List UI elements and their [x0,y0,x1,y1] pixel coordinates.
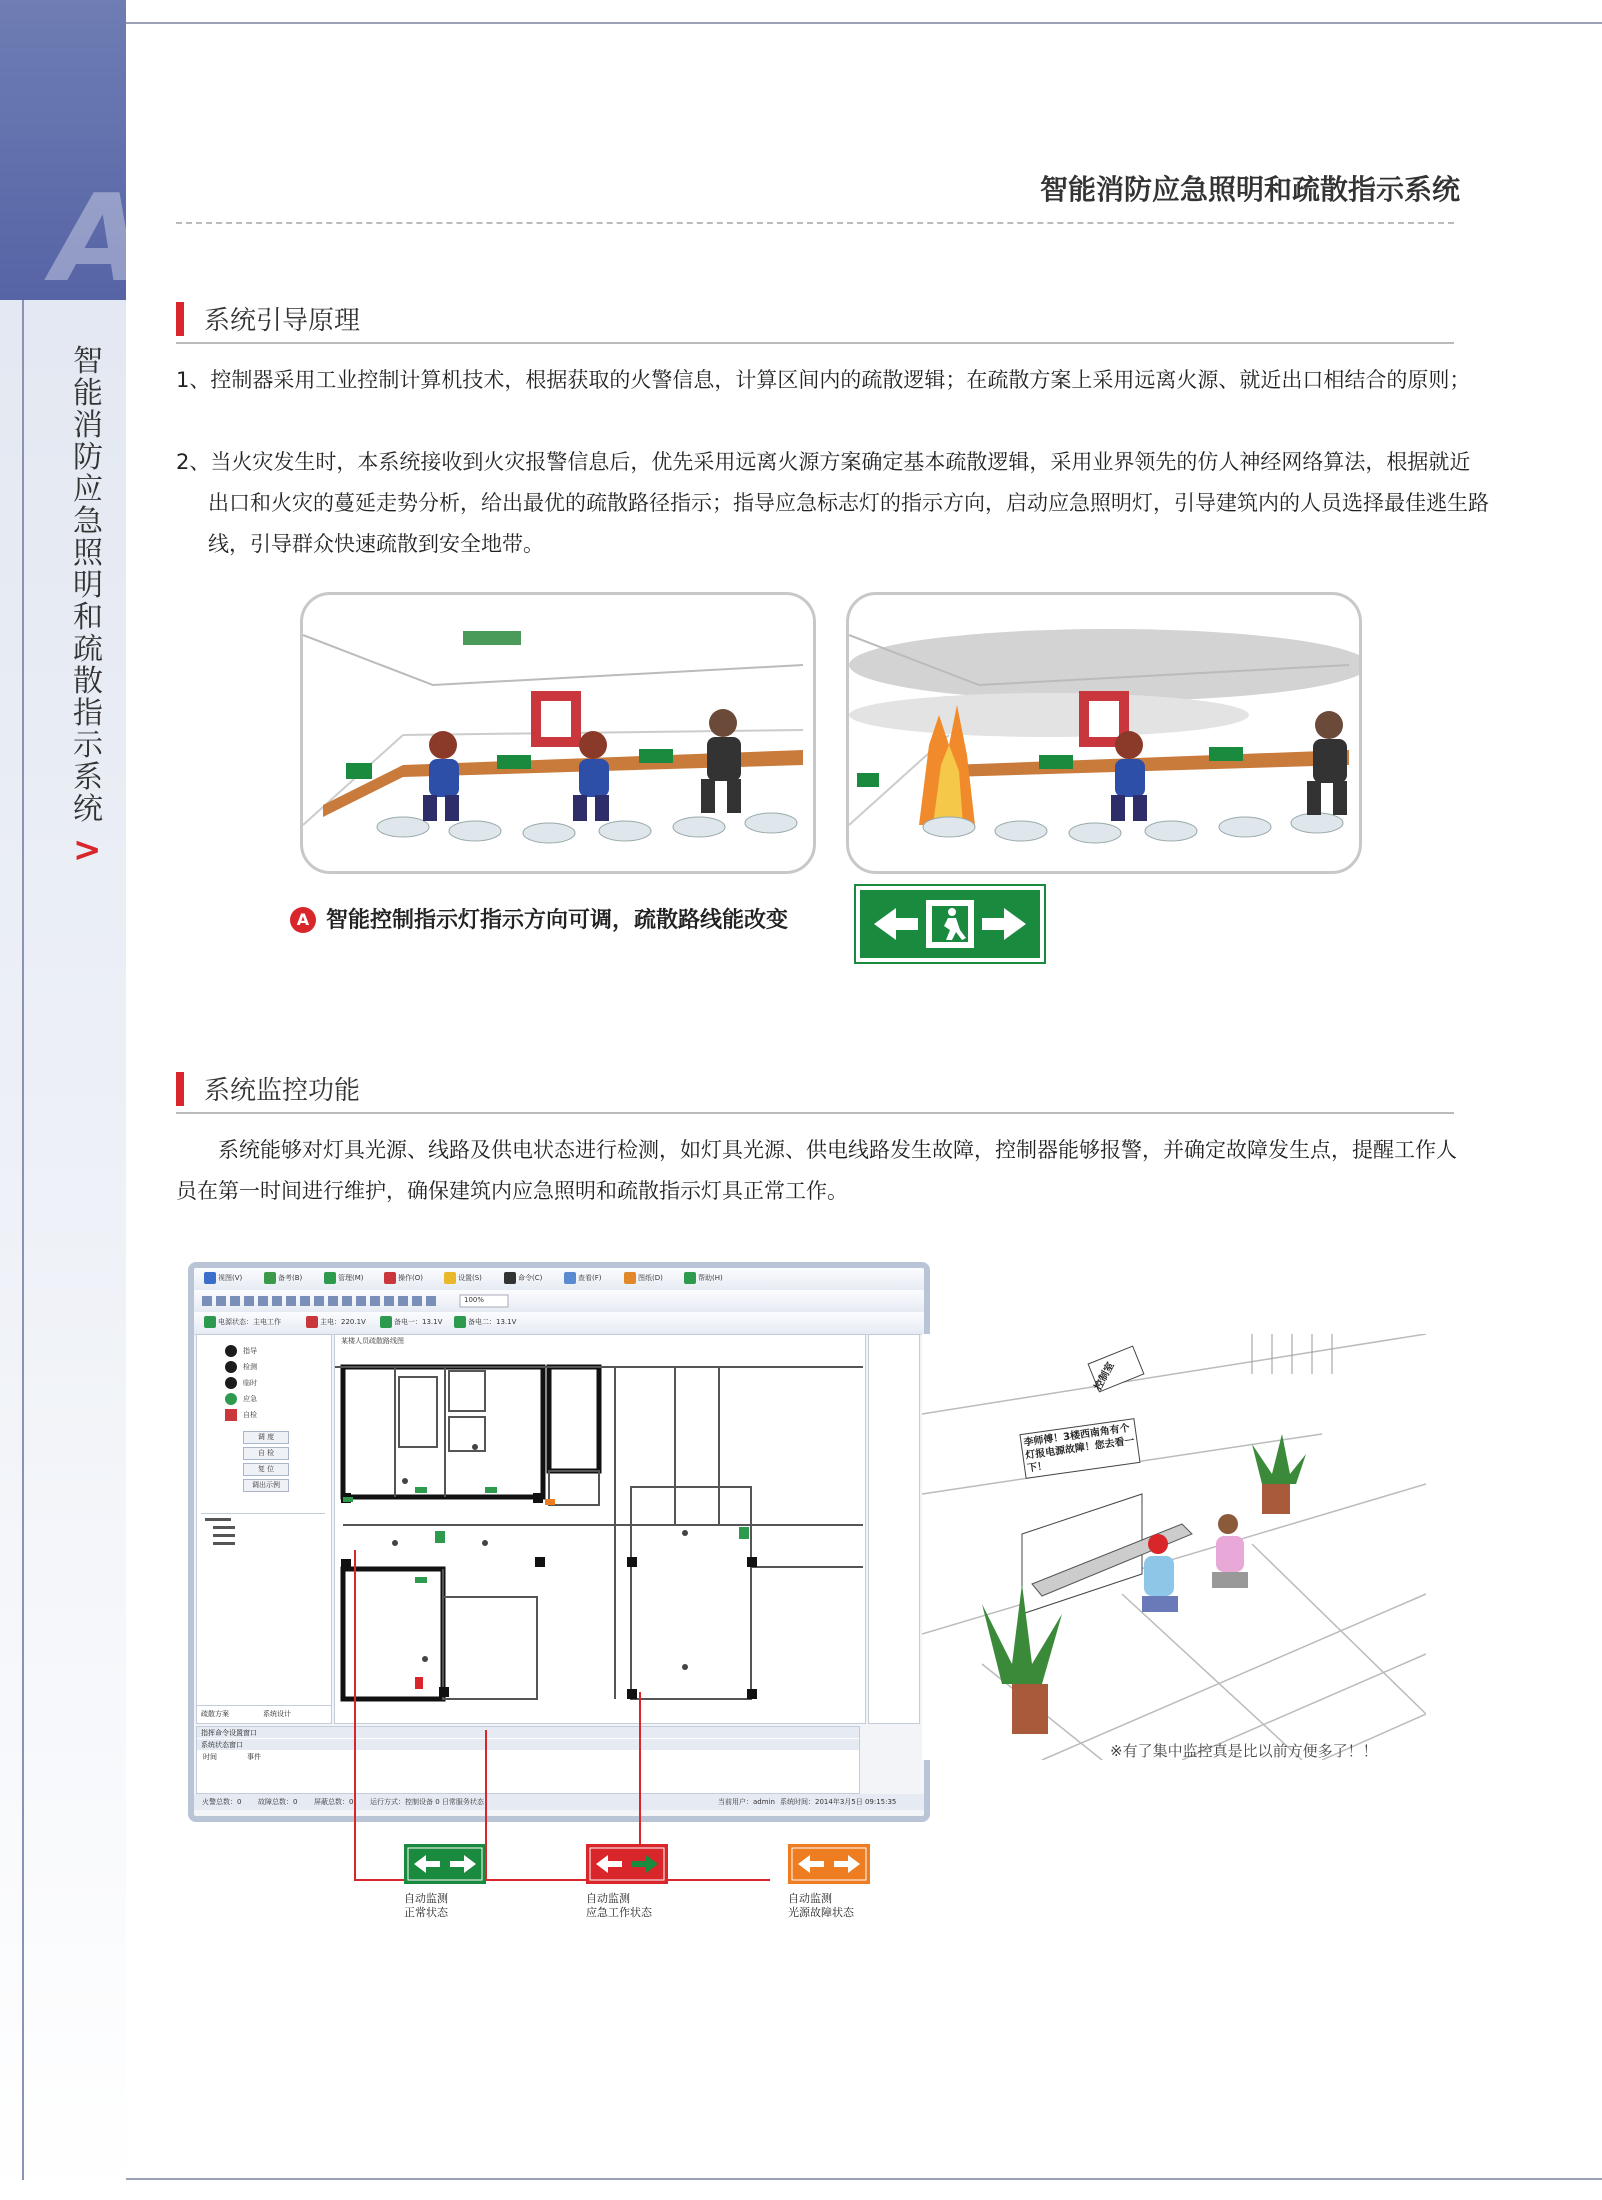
column-time: 时间 [203,1753,217,1761]
sign-fault-graphic [788,1844,870,1884]
speech-bubble: 李师傅！3楼西南角有个灯报电源故障！您去看一下！ [1019,1418,1140,1479]
principle-item-2: 2、当火灾发生时，本系统接收到火灾报警信息后，优先采用远离火源方案确定基本疏散逻辑，采用业界领先的仿人神经网络算法，根据就近出口和火灾的蔓延走势分析，给出最优的疏散路径指示；指导应急标志灯的指示方向，启动应急照明灯，引导建筑内的人员选择最佳逃生路线，引导群众快速疏散到安全地带。 [176,450,1489,556]
principle-item-1: 1、控制器采用工业控制计算机技术，根据获取的火警信息，计算区间内的疏散逻辑；在疏散方案上采用远离火源、就近出口相结合的原则； [176,368,1471,392]
drawing-icon [624,1272,636,1284]
right-panel [868,1334,920,1724]
control-guide[interactable]: 指导 [225,1345,257,1357]
example-button[interactable]: 调出示例 [243,1479,289,1492]
backup-icon [264,1272,276,1284]
selfcheck-button[interactable]: 自 检 [243,1447,289,1460]
control-detect[interactable]: 检测 [225,1361,257,1373]
column-event: 事件 [247,1753,261,1761]
control-temporary[interactable]: 临时 [225,1377,257,1389]
operate-icon [384,1272,396,1284]
title-divider [176,222,1454,224]
alarm-icon [225,1409,237,1421]
section-title: 系统监控功能 [204,1076,361,1106]
sign-fault-icon [788,1844,870,1884]
system-time: 系统时间：2014年3月5日 09:15:35 [780,1798,897,1806]
indicator-icon [225,1361,237,1373]
sign-normal-graphic [404,1844,486,1884]
command-window-header: 指挥命令设置窗口 [197,1727,859,1738]
top-rule [126,22,1602,24]
shield-count: 屏蔽总数：0 [314,1798,354,1806]
battery-icon [454,1316,466,1328]
menu-operate[interactable]: 操作(O) [384,1272,423,1284]
main-voltage: 主电：220.1V [306,1316,366,1328]
bottom-rule [126,2178,1602,2180]
indicator-icon [225,1377,237,1389]
sign-normal-icon [404,1844,486,1884]
battery-icon [380,1316,392,1328]
indicator-icon [225,1345,237,1357]
exit-sign-icon [856,886,1044,962]
tab-evacuation-plan[interactable]: 疏散方案 [201,1710,229,1718]
run-mode: 运行方式：控制设备 0 日常服务状态 [370,1798,484,1806]
tab-system-design[interactable]: 系统设计 [263,1710,291,1718]
reset-button[interactable]: 复 位 [243,1463,289,1476]
shield-icon [324,1272,336,1284]
fire-alarm-count: 火警总数：0 [202,1798,242,1806]
sign-emergency-icon [586,1844,668,1884]
control-panel [196,1334,332,1724]
section-guidance-heading [176,298,1454,344]
menu-help[interactable]: 帮助(H) [684,1272,723,1284]
power-status-bar [194,1312,924,1335]
current-user: 当前用户：admin [718,1798,775,1806]
backup-voltage-2: 备电二：13.1V [454,1316,516,1328]
menu-view-files[interactable]: 查看(F) [564,1272,602,1284]
help-icon [684,1272,696,1284]
control-room-illustration [922,1334,1426,1760]
grid-icon [564,1272,576,1284]
terminal-icon [504,1272,516,1284]
left-rule [22,300,24,2180]
page-title: 智能消防应急照明和疏散指示系统 [1039,173,1460,206]
sign-emergency-label: 自动监测 应急工作状态 [586,1892,652,1919]
system-status-header: 系统状态窗口 [197,1739,859,1750]
power-icon [204,1316,216,1328]
sign-emergency-graphic [586,1844,668,1884]
section-marker [176,1072,184,1106]
control-room-drawing [922,1334,1426,1760]
section-marker [176,302,184,336]
chevron-right-icon: > [73,830,102,870]
control-selfcheck[interactable]: 自检 [225,1409,257,1421]
left-band [0,0,126,2200]
tool-bar [194,1290,924,1313]
monitoring-paragraph: 系统能够对灯具光源、线路及供电状态进行检测，如灯具光源、供电线路发生故障，控制器能够报警，并确定故障发生点，提醒工作人员在第一时间进行维护，确保建筑内应急照明和疏散指示灯具正常工作。 [176,1138,1457,1203]
menu-drawing[interactable]: 图纸(D) [624,1272,663,1284]
vertical-title: 智能消防应急照明和疏散指示系统 [73,344,103,827]
illustration-caption: 智能控制指示灯指示方向可调，疏散路线能改变 [326,908,789,933]
section-title: 系统引导原理 [204,306,361,336]
tree-lines [201,1514,261,1554]
menu-command[interactable]: 命令(C) [504,1272,542,1284]
left-tabs [197,1705,331,1722]
menu-view[interactable]: 视图(V) [204,1272,242,1284]
chapter-letter: A [52,170,145,309]
power-status: 电源状态：主电工作 [204,1316,281,1328]
menu-settings[interactable]: 设置(S) [444,1272,482,1284]
connector-lines [350,1550,870,1890]
floor-plan-title: 某楼人员疏散路线图 [341,1337,404,1345]
evacuation-scene-normal [300,592,816,874]
control-emergency[interactable]: 应急 [225,1393,257,1405]
device-tree[interactable] [201,1513,325,1694]
menu-backup[interactable]: 备考(B) [264,1272,302,1284]
section-monitoring-heading [176,1068,1454,1114]
office-caption: ※有了集中监控真是比以前方便多了！！ [1110,1742,1378,1760]
fault-count: 故障总数：0 [258,1798,298,1806]
corridor-fire-illustration [849,595,1359,871]
menu-bar [194,1268,924,1291]
corridor-illustration [303,595,813,871]
zoom-select[interactable]: 100% [464,1296,485,1304]
evacuation-scene-fire [846,592,1362,874]
indicator-icon [225,1393,237,1405]
backup-voltage-1: 备电一：13.1V [380,1316,442,1328]
caption-badge-icon: A [290,907,316,933]
star-icon [444,1272,456,1284]
sign-normal-label: 自动监测 正常状态 [404,1892,448,1919]
view-icon [204,1272,216,1284]
dispatch-button[interactable]: 调 度 [243,1431,289,1444]
sign-fault-label: 自动监测 光源故障状态 [788,1892,854,1919]
exit-arrows-graphic [860,890,1040,958]
menu-manage[interactable]: 管理(M) [324,1272,364,1284]
plug-icon [306,1316,318,1328]
door-sign: 控制室 [1092,1360,1117,1393]
